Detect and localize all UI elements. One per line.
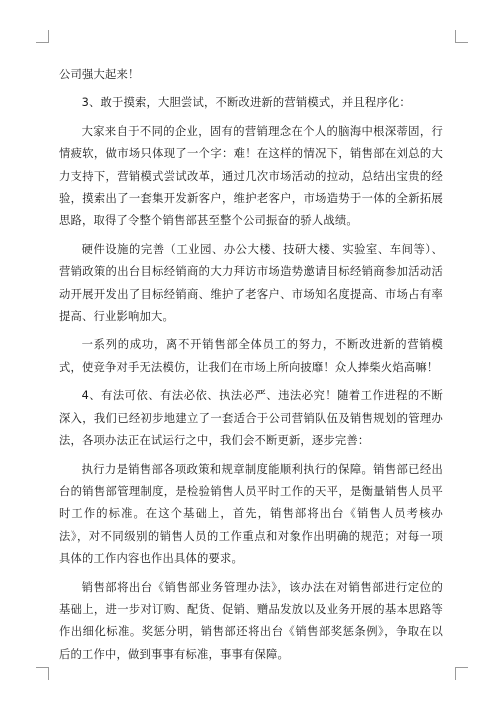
section-heading-4: 4、有法可依、有法必依、执法必严、违法必究！随着工作进程的不断深入，我们已经初步地建立了一套适合于公司营销队伍及销售规划的管理办法，各项办法正在试运行之中，我们会不断更新，逐步完善： [59,389,443,448]
paragraph: 硬件设施的完善（工业园、办公大楼、技研大楼、实验室、车间等）、营销政策的出台目标经销商的大力拜访市场造势邀请目标经销商参加活动活动开展开发出了目标经销商、维护了老客户、市场知名度提高、市场占有率提高、行业影响加大。 [59,242,443,324]
paragraph: 销售部将出台《销售部业务管理办法》，该办法在对销售部进行定位的基础上，进一步对订购、配货、促销、赠品发放以及业务开展的基本思路等作出细化标准。奖惩分明，销售部还将出台《销售部奖惩条例》，争取在以后的工作中，做到事事有标准，事事有保障。 [59,580,443,661]
paragraph: 一系列的成功，离不开销售部全体员工的努力，不断改进新的营销模式，使竞争对手无法模仿，让我们在市场上所向披靡！众人捧柴火焰高嘛！ [59,338,443,374]
paragraph: 执行力是销售部各项政策和规章制度能顺利执行的保障。销售部已经出台的销售部管理制度，是检验销售人员平时工作的天平，是衡量销售人员平时工作的标准。在这个基础上，首先，销售部将出台《销售人员考核办法》，对不同级别的销售人员的工作重点和对象作出明确的规范；对每一项具体的工作内容也作出具体的要求。 [59,462,443,566]
crop-mark-bottom-right [455,667,468,680]
crop-mark-bottom-left [36,667,49,680]
paragraph: 大家来自于不同的企业，固有的营销理念在个人的脑海中根深蒂固，行情疲软，做市场只体现了一个字：难！在这样的情况下，销售部在刘总的大力支持下，营销模式尝试改革，通过几次市场活动的拉动，总结出宝贵的经验，摸索出了一套集开发新客户，维护老客户，市场造势于一体的全新拓展思路，取得了令整个销售部甚至整个公司振奋的骄人战绩。 [59,124,443,228]
document-body [59,64,443,672]
paragraph-continuation: 公司强大起来！ [59,68,140,81]
crop-mark-top-right [455,30,468,43]
section-heading-3: 3、敢于摸索，大胆尝试，不断改进新的营销模式，并且程序化： [81,96,411,110]
crop-mark-top-left [36,30,49,43]
